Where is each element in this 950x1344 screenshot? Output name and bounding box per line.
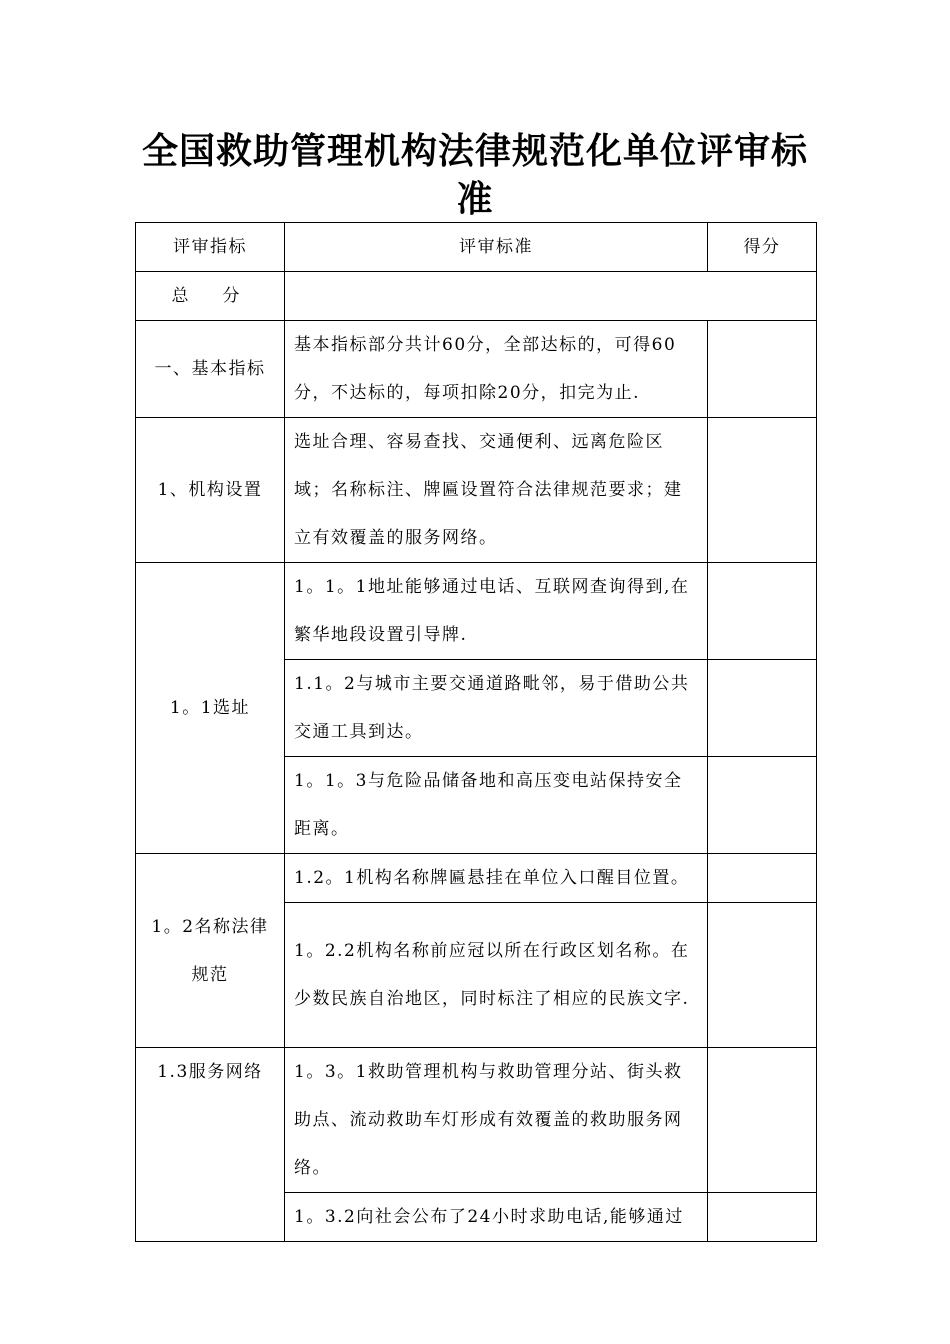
table-header-row (136, 223, 817, 272)
indicator-cell: 一、基本指标 (136, 321, 285, 418)
document-title: 全国救助管理机构法律规范化单位评审标准 (141, 131, 808, 220)
standard-cell: 1。2.2机构名称前应冠以所在行政区划名称。在少数民族自治地区，同时标注了相应的民族文字. (285, 903, 708, 1048)
standard-cell: 1。3.2向社会公布了24小时求助电话,能够通过 (285, 1193, 708, 1242)
score-cell (708, 757, 817, 854)
header-standard: 评审标准 (285, 223, 708, 272)
total-value-cell (285, 272, 817, 321)
score-cell (708, 660, 817, 757)
table-row (136, 418, 817, 563)
indicator-cell: 1.3服务网络 (136, 1048, 285, 1242)
score-cell (708, 1048, 817, 1193)
score-cell (708, 1193, 817, 1242)
standard-cell: 1.1。2与城市主要交通道路毗邻，易于借助公共交通工具到达。 (285, 660, 708, 757)
indicator-cell: 1、机构设置 (136, 418, 285, 563)
standard-cell: 1.2。1机构名称牌匾悬挂在单位入口醒目位置。 (285, 854, 708, 903)
table-row (136, 854, 817, 903)
score-cell (708, 854, 817, 903)
table-row (136, 1048, 817, 1193)
table-row (136, 321, 817, 418)
indicator-cell: 1。2名称法律规范 (136, 854, 285, 1048)
standard-cell: 选址合理、容易查找、交通便利、远离危险区域；名称标注、牌匾设置符合法律规范要求；建立有效覆盖的服务网络。 (285, 418, 708, 563)
table-row (136, 563, 817, 660)
total-row (136, 272, 817, 321)
score-cell (708, 563, 817, 660)
header-indicator: 评审指标 (136, 223, 285, 272)
evaluation-table (135, 222, 817, 1242)
indicator-cell: 1。1选址 (136, 563, 285, 854)
total-label: 总分 (136, 272, 285, 321)
header-score: 得分 (708, 223, 817, 272)
standard-cell: 1。1。1地址能够通过电话、互联网查询得到,在繁华地段设置引导牌. (285, 563, 708, 660)
score-cell (708, 321, 817, 418)
standard-cell: 1。1。3与危险品储备地和高压变电站保持安全距离。 (285, 757, 708, 854)
standard-cell: 基本指标部分共计60分，全部达标的，可得60分，不达标的，每项扣除20分，扣完为止. (285, 321, 708, 418)
score-cell (708, 418, 817, 563)
standard-cell: 1。3。1救助管理机构与救助管理分站、街头救助点、流动救助车灯形成有效覆盖的救助服务网络。 (285, 1048, 708, 1193)
score-cell (708, 903, 817, 1048)
